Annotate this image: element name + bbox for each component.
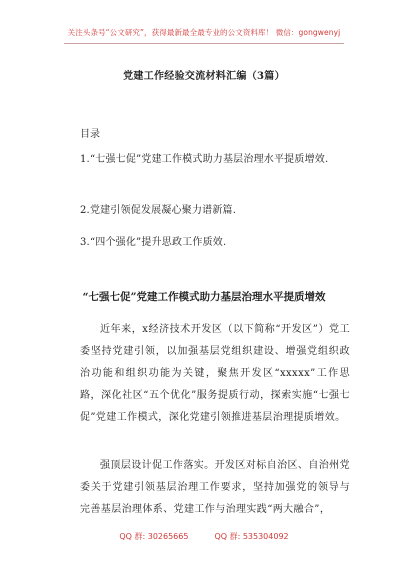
footer-qq-groups (0, 531, 408, 542)
body-paragraph-2: 强顶层设计促工作落实。开发区对标自治区、自治州党委关于党建引领基层治理工作要求，坚持加强党的领导与完善基层治理体系、党建工作与治理实践“两大融合”， (80, 460, 350, 515)
toc-item-1: 1.“七强七促”党建工作模式助力基层治理水平提质增效. (80, 154, 329, 165)
section-title: “七强七促”党建工作模式助力基层治理水平提质增效 (82, 291, 326, 303)
header-divider (64, 43, 344, 44)
toc-heading: 目录 (80, 129, 100, 140)
toc-item-3: 3.“四个强化”提升思政工作质效. (80, 237, 227, 248)
toc-item-2: 2.党建引领促发展凝心聚力谱新篇. (80, 205, 237, 216)
body-paragraph-1: 近年来，x经济技术开发区（以下简称“开发区”）党工委坚持党建引领，以加强基层党组织建设、增强党组织政治功能和组织功能为关键，聚焦开发区“xxxxx”工作思路，深化社区“五个优化”服务提质行动，探索实施“七强七促”党建工作模式，深化党建引领推进基层治理提质增效。 (80, 324, 350, 423)
footer-qq-group-1: QQ 群: 30265665 (119, 532, 189, 541)
header-promo-banner: 关注头条号“公文研究”，获得最新最全最专业的公文资料库！ 微信：gongwenyj (67, 28, 341, 37)
document-title: 党建工作经验交流材料汇编（3篇） (123, 71, 285, 82)
footer-qq-group-2: QQ 群: 535304092 (214, 532, 289, 541)
